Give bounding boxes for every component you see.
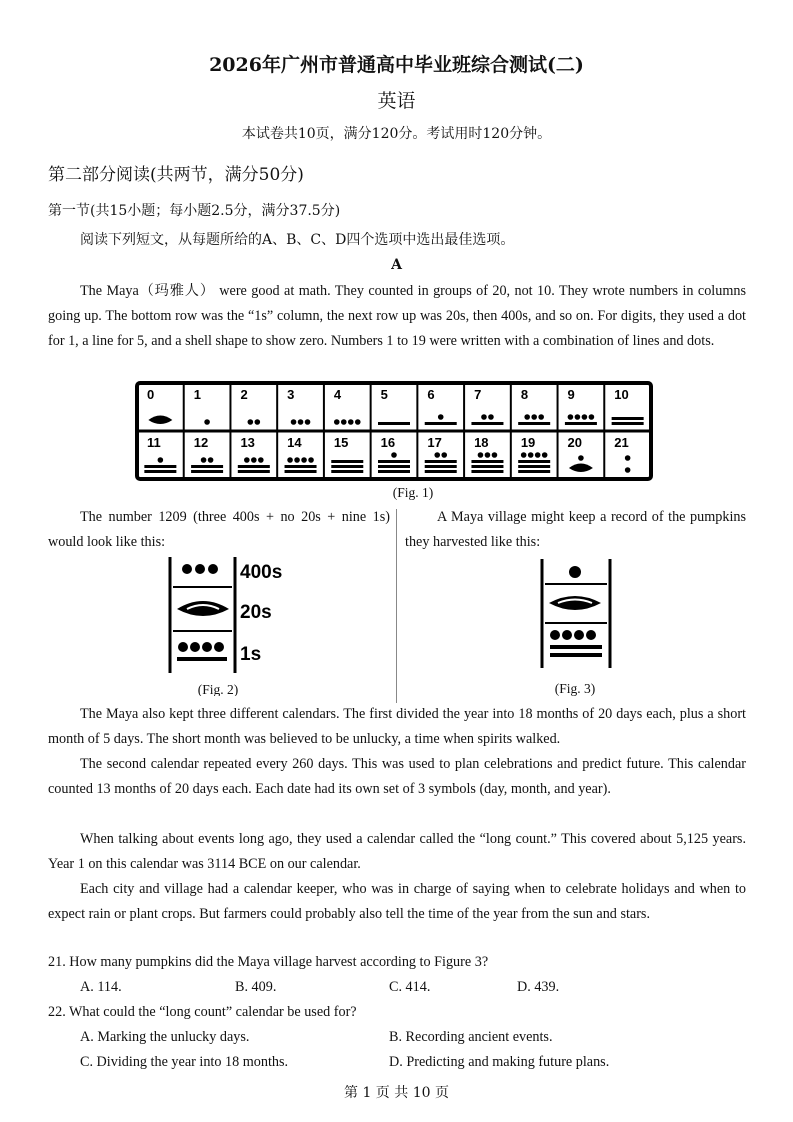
bar-glyph bbox=[191, 470, 223, 473]
bar-glyph bbox=[612, 417, 644, 420]
bar-glyph bbox=[565, 422, 597, 425]
dot-glyph bbox=[524, 414, 530, 420]
dot-glyph bbox=[625, 467, 631, 473]
fig2-label-1s: 1s bbox=[240, 644, 262, 665]
question-22-option-b[interactable]: B. Recording ancient events. bbox=[389, 1029, 553, 1045]
bar-glyph bbox=[518, 470, 550, 473]
dot-glyph bbox=[287, 457, 293, 463]
dot-glyph bbox=[158, 457, 164, 463]
numeral-label: 15 bbox=[333, 435, 349, 450]
page-footer: 第 1 页 共 10 页 bbox=[344, 1085, 449, 1101]
exam-title: 2026年广州市普通高中毕业班综合测试(二) bbox=[209, 54, 584, 76]
question-22-option-a[interactable]: A. Marking the unlucky days. bbox=[80, 1029, 250, 1045]
bar-glyph bbox=[144, 470, 176, 473]
bar-glyph bbox=[518, 460, 550, 463]
numeral-label: 7 bbox=[474, 387, 482, 402]
bar-glyph bbox=[425, 460, 457, 463]
dot-glyph bbox=[308, 457, 314, 463]
bar-glyph bbox=[378, 470, 410, 473]
question-21-stem: 21. How many pumpkins did the Maya village harvest according to Figure 3? bbox=[48, 954, 489, 970]
numeral-label: 17 bbox=[427, 435, 442, 450]
dot-glyph bbox=[528, 452, 534, 458]
dot-glyph bbox=[391, 452, 397, 458]
bar-glyph bbox=[378, 422, 410, 425]
dot-glyph bbox=[441, 452, 447, 458]
numeral-label: 21 bbox=[614, 435, 629, 450]
bar-glyph bbox=[331, 465, 363, 468]
bar-glyph bbox=[425, 470, 457, 473]
dot-glyph bbox=[542, 452, 548, 458]
bar-glyph bbox=[378, 460, 410, 463]
dot-glyph bbox=[492, 452, 498, 458]
fig3-caption: (Fig. 3) bbox=[554, 681, 596, 696]
dot-glyph bbox=[244, 457, 250, 463]
left-column-text: The number 1209 (three 400s + no 20s + nine 1s) would look like this: bbox=[48, 509, 390, 550]
fig2-maya-1209 bbox=[165, 555, 290, 675]
dot-glyph bbox=[291, 419, 297, 425]
numeral-label: 4 bbox=[333, 387, 342, 402]
numeral-label: 0 bbox=[147, 387, 155, 402]
column-divider bbox=[396, 509, 397, 703]
numeral-label: 19 bbox=[520, 435, 536, 450]
dot-glyph bbox=[582, 414, 588, 420]
bar-glyph bbox=[425, 465, 457, 468]
numeral-label: 20 bbox=[567, 435, 583, 450]
dot-glyph bbox=[204, 419, 210, 425]
bar-glyph bbox=[144, 465, 176, 468]
fig2-label-20s: 20s bbox=[240, 602, 272, 623]
maya-number-chart bbox=[135, 381, 653, 481]
dot-glyph bbox=[251, 457, 257, 463]
dot-glyph bbox=[568, 414, 574, 420]
fig2-caption: (Fig. 2) bbox=[197, 682, 239, 696]
numeral-label: 10 bbox=[614, 387, 629, 402]
numeral-label: 16 bbox=[380, 435, 396, 450]
section-heading: 第一节(共15小题；每小题2.5分，满分37.5分) bbox=[48, 203, 341, 219]
dot-glyph bbox=[438, 414, 444, 420]
dot-glyph bbox=[434, 452, 440, 458]
bar-glyph bbox=[471, 460, 503, 463]
dot-glyph bbox=[481, 414, 487, 420]
dot-glyph bbox=[535, 452, 541, 458]
dot-glyph bbox=[341, 419, 347, 425]
dot-glyph bbox=[538, 414, 544, 420]
numeral-label: 18 bbox=[474, 435, 489, 450]
exam-note: 本试卷共10页，满分120分。考试用时120分钟。 bbox=[241, 126, 552, 142]
part-heading: 第二部分阅读(共两节，满分50分) bbox=[48, 165, 304, 185]
bar-glyph bbox=[331, 470, 363, 473]
numeral-label: 3 bbox=[287, 387, 295, 402]
shell-glyph bbox=[569, 464, 593, 473]
fig2-label-400s: 400s bbox=[240, 562, 283, 583]
passage-paragraph-4: When talking about events long ago, they used a calendar called the “long count.” This covered about 5,125 years. Year 1 on this calendar was 3114 BCE on our calendar. bbox=[48, 831, 746, 872]
bar-glyph bbox=[191, 465, 223, 468]
bar-glyph bbox=[331, 460, 363, 463]
dot-glyph bbox=[294, 457, 300, 463]
numeral-label: 14 bbox=[287, 435, 302, 450]
bar-glyph bbox=[612, 422, 644, 425]
question-22-option-c[interactable]: C. Dividing the year into 18 months. bbox=[80, 1054, 289, 1070]
bar-glyph bbox=[471, 422, 503, 425]
passage-label: A bbox=[391, 257, 402, 273]
passage-paragraph-1: The Maya（玛雅人） were good at math. They counted in groups of 20, not 10. They wrote numbers in columns going up. The bottom row was the “1s” column, the next row up was 20s, then 400s, and so on. For digits, they used a dot for 1, a line for 5, and a shell shape to show zero. Numbers 1 to 19 were written with a combination of lines and dots. bbox=[48, 283, 746, 349]
numeral-label: 6 bbox=[427, 387, 435, 402]
bar-glyph bbox=[518, 422, 550, 425]
dot-glyph bbox=[478, 452, 484, 458]
passage-paragraph-5: Each city and village had a calendar keeper, who was in charge of saying when to celebrate holidays and when to expect rain or plant crops. But farmers could probably also tell the time of the year from the sun and stars. bbox=[48, 881, 746, 922]
bar-glyph bbox=[285, 465, 317, 468]
dot-glyph bbox=[201, 457, 207, 463]
numeral-label: 1 bbox=[193, 387, 201, 402]
numeral-label: 5 bbox=[380, 387, 388, 402]
bar-glyph bbox=[471, 465, 503, 468]
bar-glyph bbox=[238, 465, 270, 468]
exam-subject: 英语 bbox=[377, 90, 416, 112]
numeral-label: 12 bbox=[193, 435, 209, 450]
numeral-label: 13 bbox=[240, 435, 255, 450]
right-column-text: A Maya village might keep a record of the pumpkins they harvested like this: bbox=[405, 509, 746, 550]
dot-glyph bbox=[578, 455, 584, 461]
bar-glyph bbox=[425, 422, 457, 425]
fig3-pumpkin-record bbox=[538, 557, 614, 670]
dot-glyph bbox=[488, 414, 494, 420]
dot-glyph bbox=[208, 457, 214, 463]
dot-glyph bbox=[521, 452, 527, 458]
bar-glyph bbox=[285, 470, 317, 473]
instruction: 阅读下列短文，从每题所给的A、B、C、D四个选项中选出最佳选项。 bbox=[80, 232, 515, 248]
question-22-stem: 22. What could the “long count” calendar be used for? bbox=[48, 1004, 357, 1020]
dot-glyph bbox=[258, 457, 264, 463]
question-22-option-d[interactable]: D. Predicting and making future plans. bbox=[389, 1054, 610, 1070]
dot-glyph bbox=[625, 455, 631, 461]
dot-glyph bbox=[531, 414, 537, 420]
numeral-label: 11 bbox=[147, 435, 161, 450]
numeral-label: 2 bbox=[240, 387, 248, 402]
passage-paragraph-3: The second calendar repeated every 260 days. This was used to plan celebrations and predict future. This calendar counted 13 months of 20 days each. Each date had its own set of 3 symbols (day, month, and year). bbox=[48, 756, 746, 797]
dot-glyph bbox=[575, 414, 581, 420]
dot-glyph bbox=[355, 419, 361, 425]
question-21-option-b[interactable]: B. 409. bbox=[235, 979, 277, 995]
dot-glyph bbox=[298, 419, 304, 425]
dot-glyph bbox=[348, 419, 354, 425]
numeral-label: 8 bbox=[520, 387, 529, 402]
dot-glyph bbox=[589, 414, 595, 420]
bar-glyph bbox=[471, 470, 503, 473]
fig1-caption: (Fig. 1) bbox=[392, 485, 434, 500]
bar-glyph bbox=[378, 465, 410, 468]
dot-glyph bbox=[485, 452, 491, 458]
question-21-option-a[interactable]: A. 114. bbox=[80, 979, 122, 995]
bar-glyph bbox=[518, 465, 550, 468]
question-21-option-d[interactable]: D. 439. bbox=[517, 979, 560, 995]
passage-paragraph-2: The Maya also kept three different calendars. The first divided the year into 18 months of 20 days each, plus a short month of 5 days. The short month was believed to be unlucky, a time when spirits walked. bbox=[48, 706, 746, 747]
bar-glyph bbox=[238, 470, 270, 473]
shell-glyph bbox=[148, 416, 172, 425]
dot-glyph bbox=[334, 419, 340, 425]
dot-glyph bbox=[248, 419, 254, 425]
numeral-label: 9 bbox=[567, 387, 575, 402]
dot-glyph bbox=[255, 419, 261, 425]
dot-glyph bbox=[301, 457, 307, 463]
dot-glyph bbox=[305, 419, 311, 425]
question-21-option-c[interactable]: C. 414. bbox=[389, 979, 431, 995]
